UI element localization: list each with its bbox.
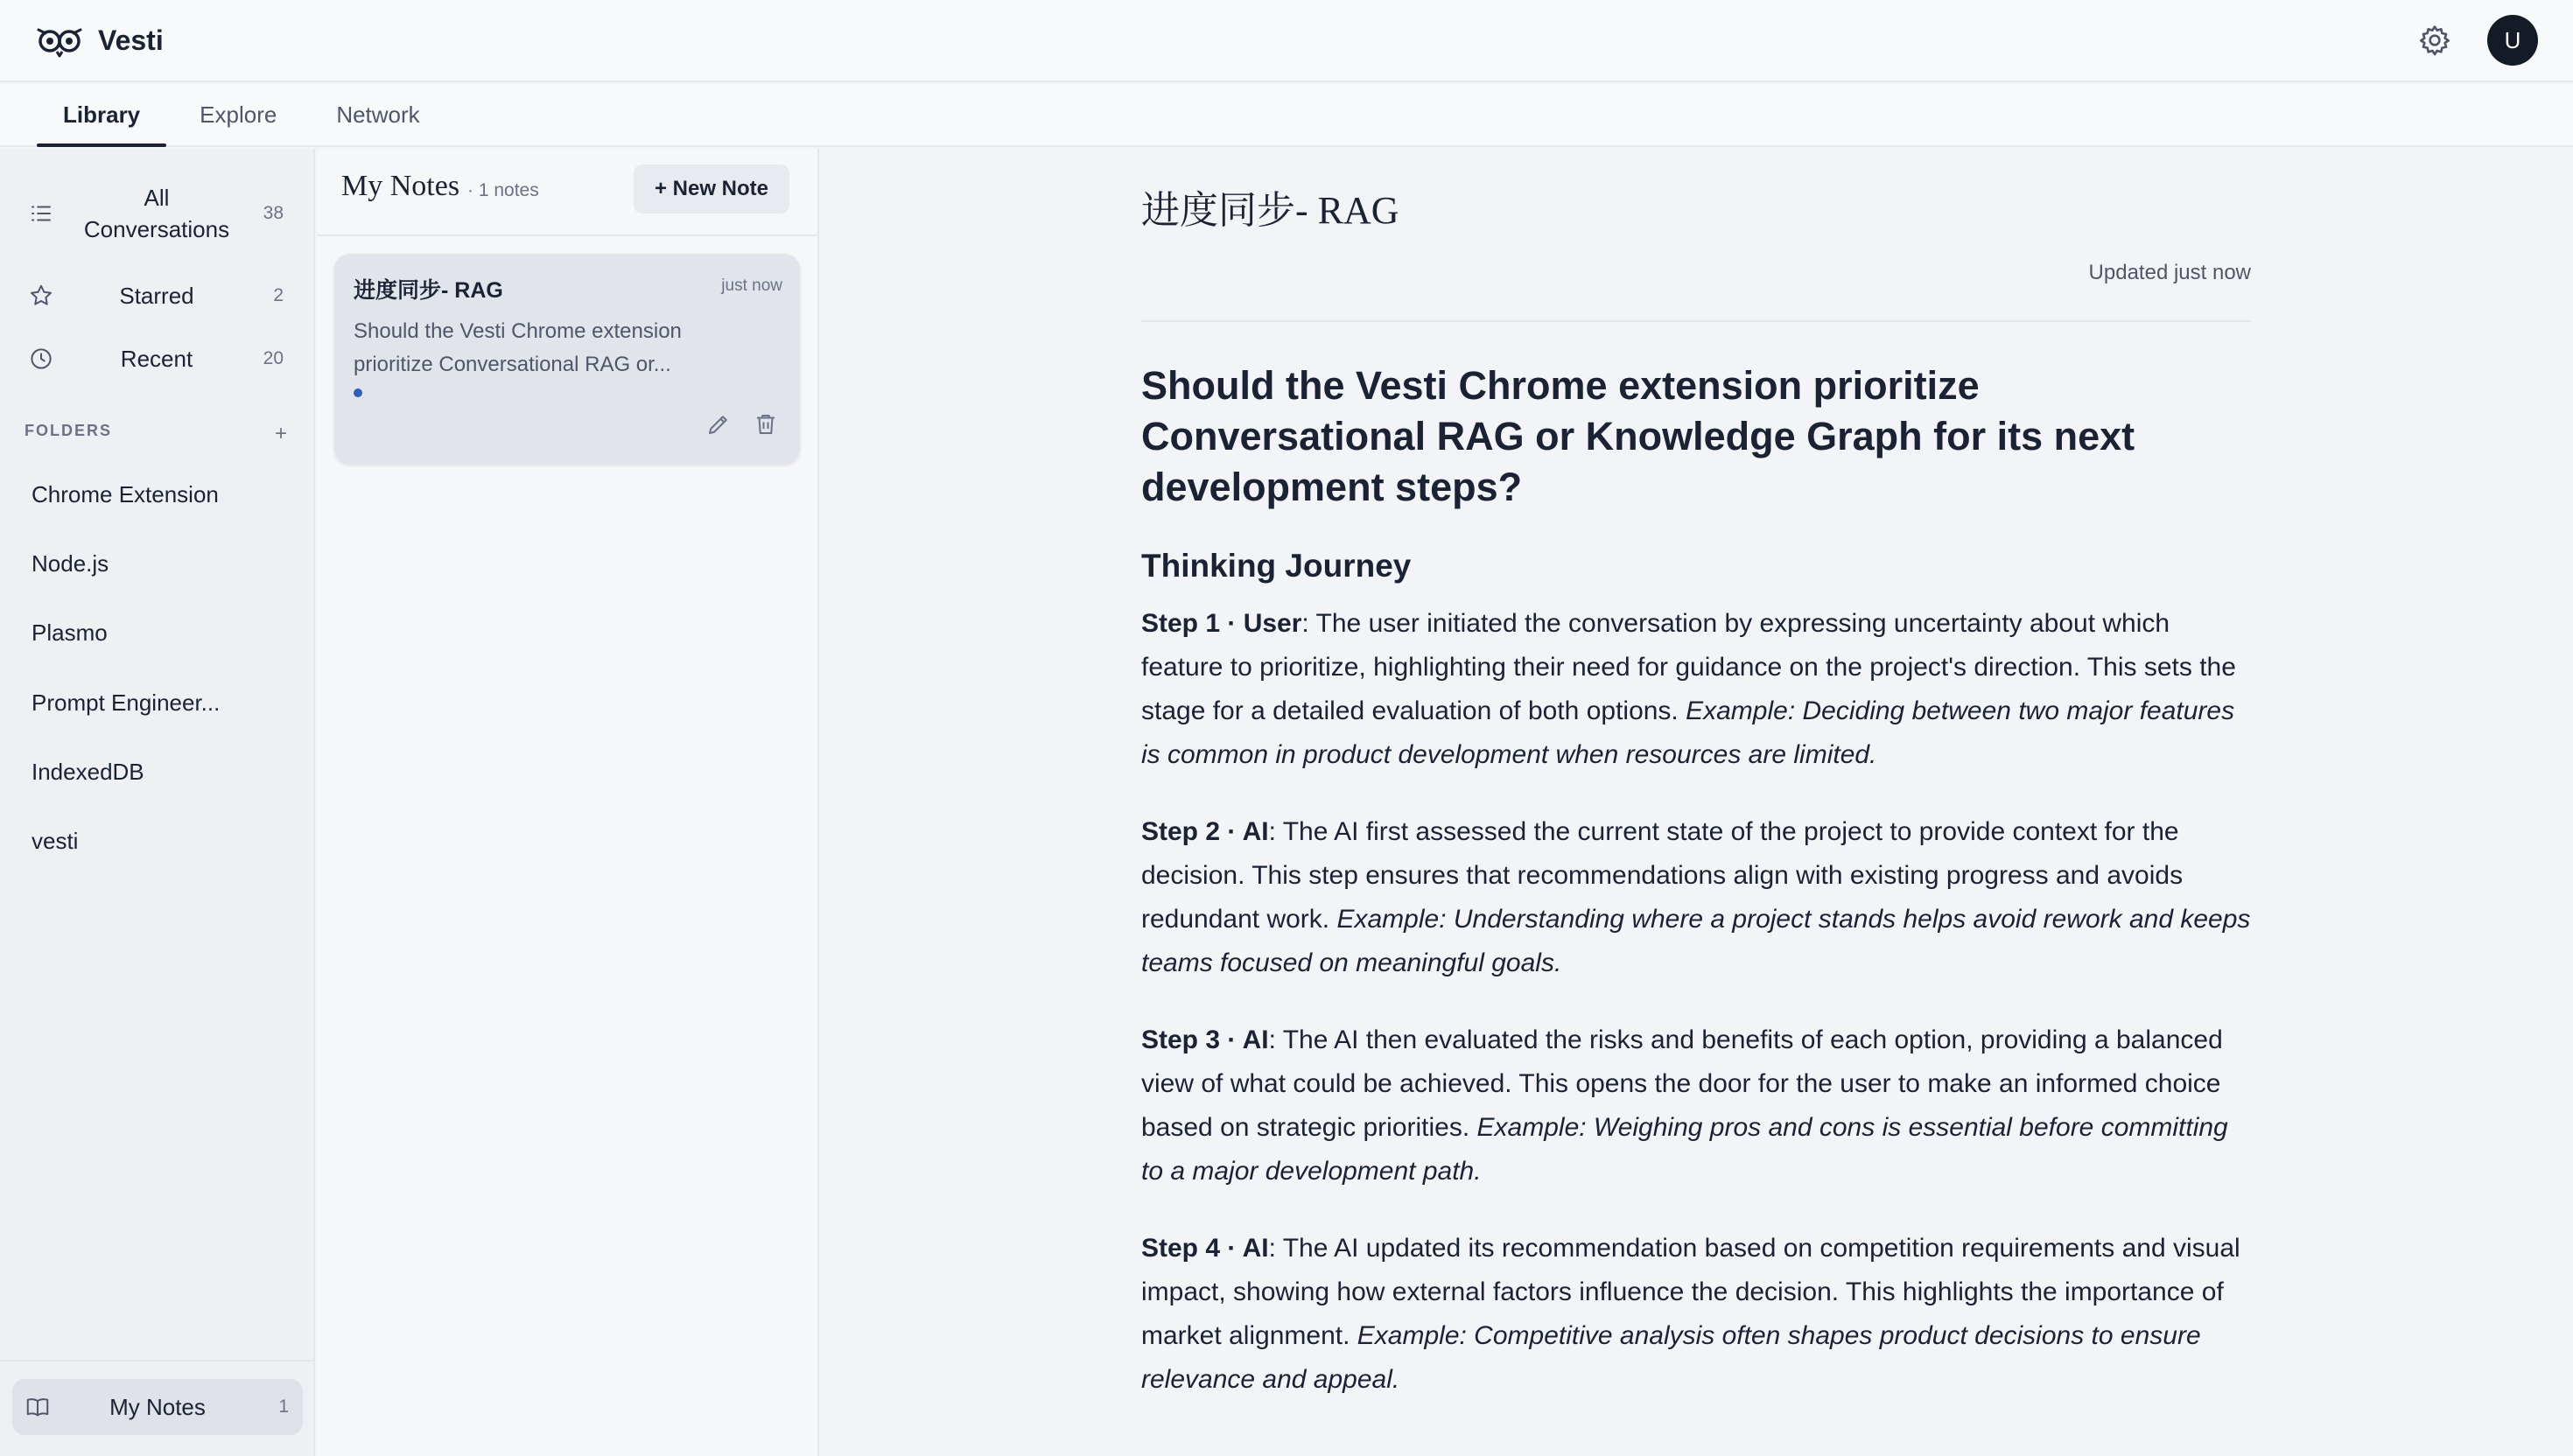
notes-header <box>317 149 817 236</box>
pencil-icon[interactable] <box>705 411 732 438</box>
step-paragraph <box>1141 1018 2251 1194</box>
brand[interactable] <box>35 23 164 58</box>
owl-logo-icon <box>35 23 84 58</box>
note-viewer <box>821 149 2573 1456</box>
folders-heading: FOLDERS <box>25 422 113 439</box>
folders-header <box>25 422 289 446</box>
step-label: Step 1 · User <box>1141 609 1302 638</box>
note-card[interactable] <box>334 254 800 464</box>
step-example: Example: Weighing pros and cons is essential before committing to a major development path. <box>1141 1113 2228 1186</box>
sidebar-item-all-conversations[interactable] <box>16 182 298 245</box>
sidebar-item-label: Starred <box>119 283 194 309</box>
step-example: Example: Understanding where a project stands helps avoid rework and keeps teams focused on meaningful goals. <box>1141 905 2251 977</box>
gear-icon[interactable] <box>2417 23 2452 58</box>
note-active-dot <box>354 388 362 397</box>
trash-icon[interactable] <box>753 411 779 438</box>
step-paragraph <box>1141 1227 2251 1402</box>
notes-title: My Notes <box>341 170 460 202</box>
folder-item[interactable]: IndexedDB <box>32 759 144 785</box>
step-paragraph <box>1141 602 2251 777</box>
app-name: Vesti <box>98 24 164 56</box>
app-header <box>0 0 2573 82</box>
note-document <box>1141 178 2251 1402</box>
folder-item[interactable]: Chrome Extension <box>32 481 219 508</box>
notes-list-panel <box>317 149 819 1456</box>
step-text: : The user initiated the conversation by expressing uncertainty about which feature to prioritize, highlighting their need for guidance on the project's direction. This sets the stage for a detailed evaluation of both options. <box>1141 609 2236 725</box>
note-timestamp: just now <box>721 276 782 295</box>
document-title[interactable]: 进度同步- RAG <box>1141 189 1399 232</box>
step-example: Example: Competitive analysis often shapes product decisions to ensure relevance and appeal. <box>1141 1321 2201 1394</box>
my-notes-button[interactable] <box>12 1379 303 1435</box>
tab-library[interactable]: Library <box>37 84 166 145</box>
sidebar-item-count: 2 <box>273 285 284 305</box>
star-icon <box>28 283 54 309</box>
folder-item[interactable]: Node.js <box>32 550 109 577</box>
sidebar-item-recent[interactable] <box>16 341 298 376</box>
sidebar-item-starred[interactable] <box>16 278 298 313</box>
user-avatar[interactable]: U <box>2487 15 2538 66</box>
step-paragraph <box>1141 810 2251 985</box>
tab-explore[interactable]: Explore <box>200 101 277 128</box>
clock-icon <box>28 346 54 372</box>
note-title: 进度同步- RAG <box>354 278 503 303</box>
step-text: : The AI first assessed the current state of the project to provide context for the decision. This step ensures that recommendations align with existing progress and avoids redundant work. <box>1141 817 2184 934</box>
divider <box>1141 320 2251 322</box>
main-tabs <box>0 84 2573 147</box>
sidebar-item-label: All Conversations <box>83 185 230 242</box>
updated-timestamp: Updated just now <box>2088 261 2251 284</box>
step-label: Step 2 · AI <box>1141 817 1269 846</box>
tab-network[interactable]: Network <box>336 101 420 128</box>
my-notes-label: My Notes <box>109 1394 206 1420</box>
note-snippet: Should the Vesti Chrome extension prioritize Conversational RAG or... <box>354 319 682 376</box>
book-icon <box>25 1394 51 1420</box>
sidebar-item-count: 38 <box>263 203 284 223</box>
add-folder-button[interactable]: + <box>274 422 289 445</box>
document-heading: Should the Vesti Chrome extension prioritize Conversational RAG or Knowledge Graph for its next development steps? <box>1141 363 2135 509</box>
step-example: Example: Deciding between two major features is common in product development when resources are limited. <box>1141 696 2235 769</box>
sidebar <box>0 149 315 1456</box>
step-text: : The AI then evaluated the risks and benefits of each option, providing a balanced view of what could be achieved. This opens the door for the user to make an informed choice based on strategic priorities. <box>1141 1026 2223 1142</box>
section-heading: Thinking Journey <box>1141 548 1412 584</box>
sidebar-footer <box>0 1360 313 1456</box>
folder-item[interactable]: Plasmo <box>32 620 108 646</box>
list-icon <box>28 200 54 227</box>
folder-item[interactable]: Prompt Engineer... <box>32 690 221 716</box>
step-label: Step 4 · AI <box>1141 1234 1269 1263</box>
folder-item[interactable]: vesti <box>32 828 79 854</box>
new-note-button[interactable]: + New Note <box>634 164 789 214</box>
sidebar-item-count: 20 <box>263 348 284 368</box>
my-notes-count: 1 <box>278 1396 289 1417</box>
notes-count: · 1 notes <box>467 180 539 200</box>
step-text: : The AI updated its recommendation based on competition requirements and visual impact, showing how external factors influence the decision. This highlights the importance of market alignment. <box>1141 1234 2240 1350</box>
sidebar-item-label: Recent <box>120 346 193 372</box>
step-label: Step 3 · AI <box>1141 1026 1269 1054</box>
